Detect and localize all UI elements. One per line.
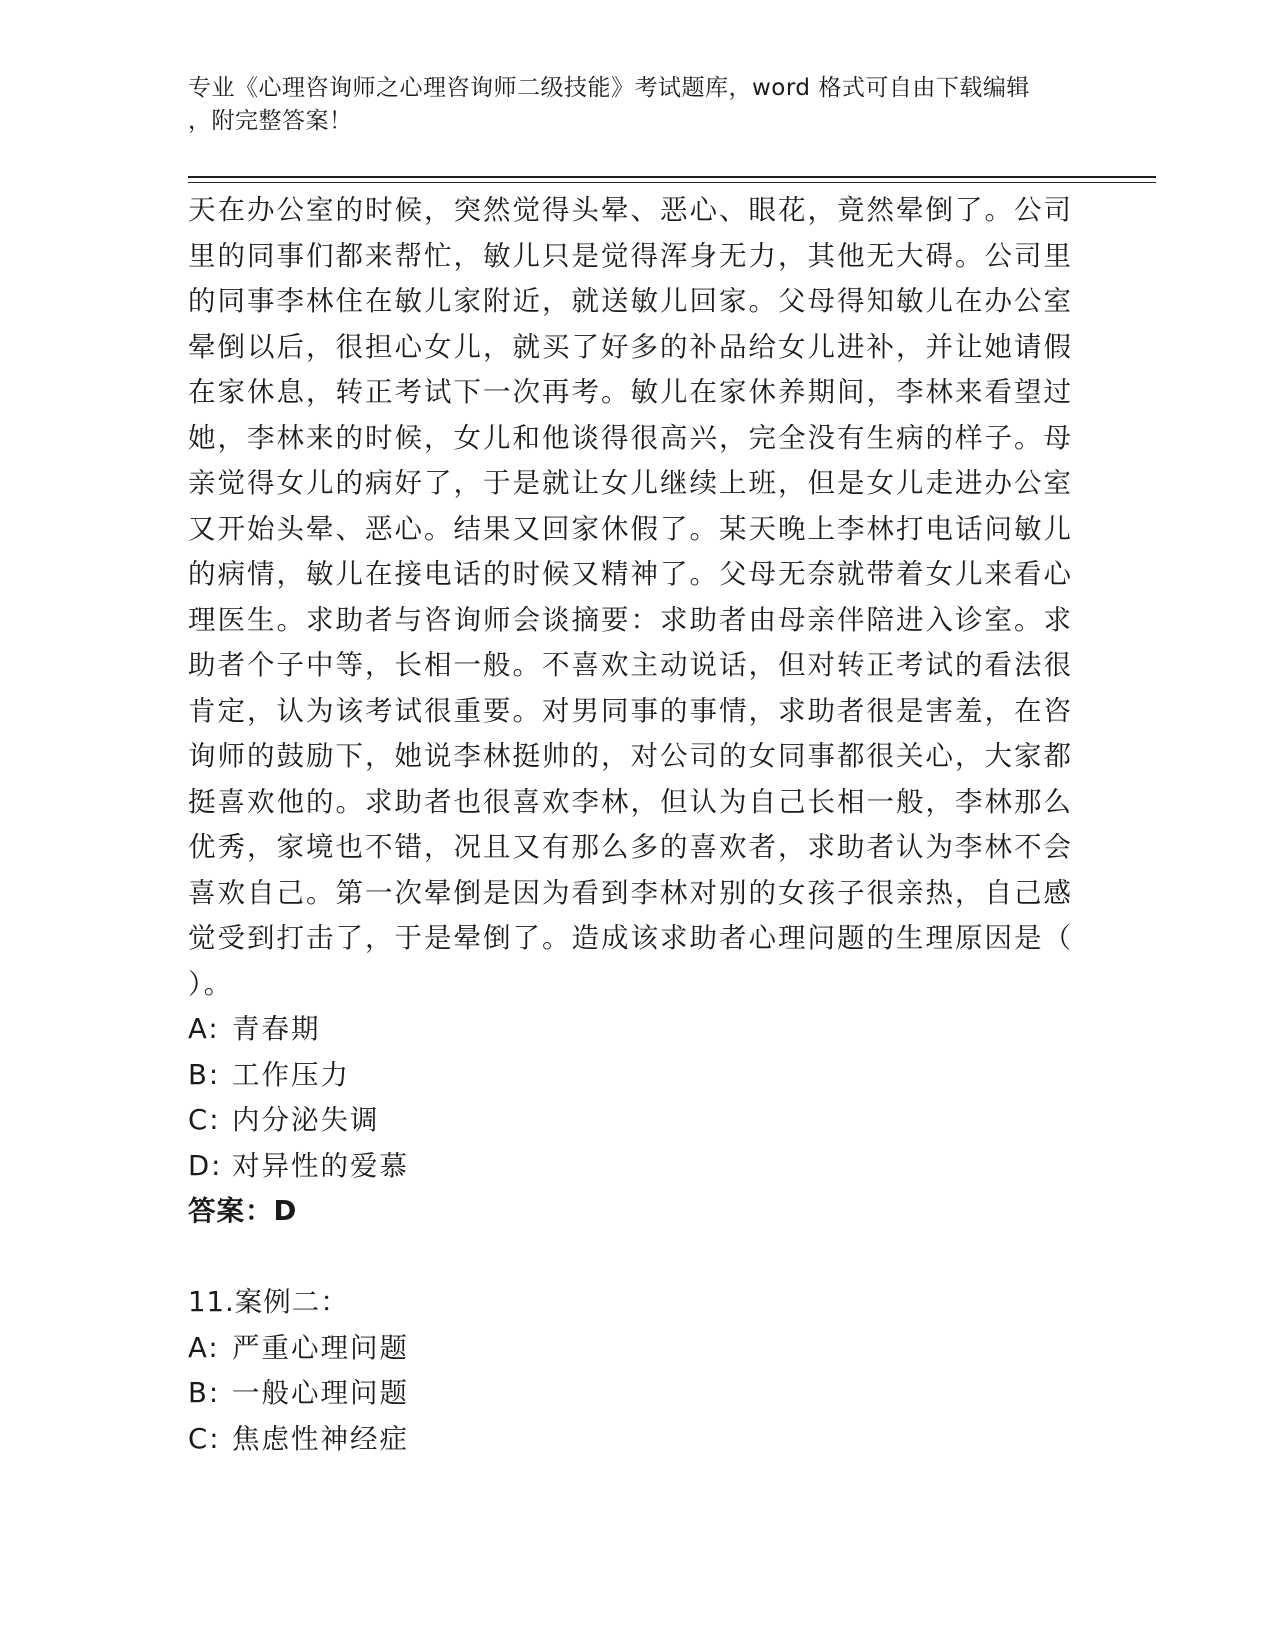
question-10-stem xyxy=(188,188,1073,1007)
header-rule-thin xyxy=(188,182,1156,183)
question-11-title: 11.案例二： xyxy=(188,1286,349,1318)
option-c xyxy=(188,1417,1068,1463)
stem-line: 挺喜欢他的。求助者也很喜欢李林，但认为自己长相一般，李林那么 xyxy=(188,785,1073,818)
option-letter: B: xyxy=(188,1058,221,1091)
option-letter: C: xyxy=(188,1104,221,1136)
option-text: 青春期 xyxy=(232,1013,321,1045)
header-rule-thick xyxy=(188,176,1156,178)
spacer xyxy=(188,1235,1068,1281)
document-body xyxy=(188,188,1073,1462)
stem-line: 优秀，家境也不错，况且又有那么多的喜欢者，求助者认为李林不会 xyxy=(188,831,1073,863)
stem-line: 里的同事们都来帮忙，敏儿只是觉得浑身无力，其他无大碍。公司里 xyxy=(188,239,1073,272)
question-10-options xyxy=(188,1007,1068,1189)
question-11-options xyxy=(188,1326,1068,1463)
option-letter: C: xyxy=(188,1422,221,1455)
stem-line: 觉受到打击了，于是晕倒了。造成该求助者心理问题的生理原因是（ xyxy=(188,922,1073,954)
option-text: 焦虑性神经症 xyxy=(232,1422,409,1455)
stem-line: 询师的鼓励下，她说李林挺帅的，对公司的女同事都很关心，大家都 xyxy=(188,740,1073,772)
option-c xyxy=(188,1098,1068,1144)
option-text: 内分泌失调 xyxy=(232,1104,380,1136)
stem-line: 又开始头晕、恶心。结果又回家休假了。某天晚上李林打电话问敏儿 xyxy=(188,512,1073,545)
stem-line: 晕倒以后，很担心女儿，就买了好多的补品给女儿进补，并让她请假 xyxy=(188,330,1073,363)
stem-line: 助者个子中等，长相一般。不喜欢主动说话，但对转正考试的看法很 xyxy=(188,649,1073,681)
option-d xyxy=(188,1144,1068,1190)
option-a xyxy=(188,1326,1068,1372)
question-10-answer: 答案：D xyxy=(188,1195,298,1227)
option-letter: A: xyxy=(188,1013,220,1045)
option-text: 一般心理问题 xyxy=(232,1377,409,1409)
option-letter: B: xyxy=(188,1377,221,1409)
option-a xyxy=(188,1007,1068,1053)
stem-line: ）。 xyxy=(188,967,234,1000)
document-header xyxy=(188,72,1068,138)
option-b xyxy=(188,1053,1068,1099)
option-letter: A: xyxy=(188,1331,220,1364)
option-text: 严重心理问题 xyxy=(232,1331,409,1364)
stem-line: 肯定，认为该考试很重要。对男同事的事情，求助者很是害羞，在咨 xyxy=(188,694,1073,727)
stem-line: 的病情，敏儿在接电话的时候又精神了。父母无奈就带着女儿来看心 xyxy=(188,558,1073,590)
stem-line: 亲觉得女儿的病好了，于是就让女儿继续上班，但是女儿走进办公室 xyxy=(188,467,1073,499)
option-letter: D: xyxy=(188,1149,223,1182)
header-line-1: 专业《心理咨询师之心理咨询师二级技能》考试题库，word 格式可自由下载编辑 xyxy=(188,75,1030,101)
stem-line: 理医生。求助者与咨询师会谈摘要：求助者由母亲伴陪进入诊室。求 xyxy=(188,603,1073,636)
option-text: 对异性的爱慕 xyxy=(232,1149,409,1182)
header-line-2: ，附完整答案！ xyxy=(188,108,353,134)
stem-line: 在家休息，转正考试下一次再考。敏儿在家休养期间，李林来看望过 xyxy=(188,376,1073,408)
stem-line: 的同事李林住在敏儿家附近，就送敏儿回家。父母得知敏儿在办公室 xyxy=(188,285,1073,317)
stem-line: 天在办公室的时候，突然觉得头晕、恶心、眼花，竟然晕倒了。公司 xyxy=(188,194,1073,226)
option-b xyxy=(188,1371,1068,1417)
stem-line: 她，李林来的时候，女儿和他谈得很高兴，完全没有生病的样子。母 xyxy=(188,421,1073,454)
stem-line: 喜欢自己。第一次晕倒是因为看到李林对别的女孩子很亲热，自己感 xyxy=(188,876,1073,909)
option-text: 工作压力 xyxy=(232,1058,350,1091)
